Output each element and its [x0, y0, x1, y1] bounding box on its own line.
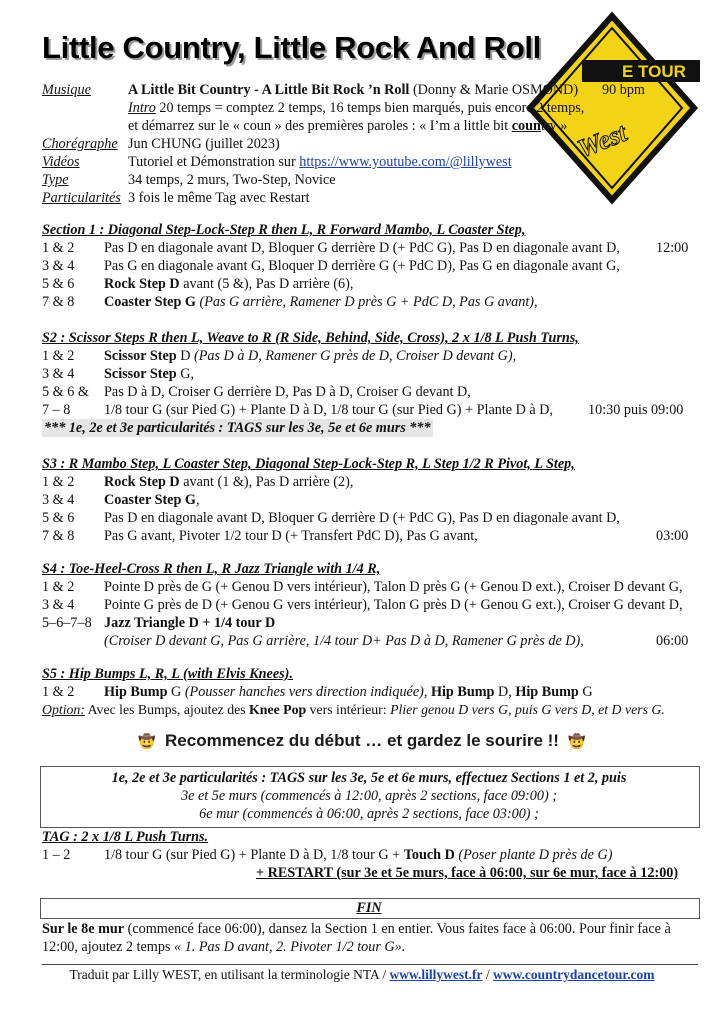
- fin-line-2: 12:00, ajoutez 2 temps « 1. Pas D avant, 2. Pivoter 1/2 tour G».: [42, 939, 406, 955]
- countrydancetour-link[interactable]: www.countrydancetour.com: [493, 967, 655, 982]
- s1-row-4-text: Coaster Step G (Pas G arrière, Ramener D près G + PdC D, Pas G avant),: [104, 294, 538, 310]
- s4-row-4-wall: 06:00: [656, 633, 689, 649]
- tag-row-1-text: 1/8 tour G (sur Pied G) + Plante D à D, 1/8 tour G + Touch D (Poser plante D près de G): [104, 847, 613, 863]
- musique-bpm: 90 bpm: [602, 82, 645, 98]
- intro-line-2: [128, 117, 567, 135]
- s4-row-3-count: 5–6–7–8: [42, 615, 92, 631]
- musique-title: A Little Bit Country - A Little Bit Rock ’n Roll: [128, 82, 410, 98]
- section-5-title: S5 : Hip Bumps L, R, L (with Elvis Knees).: [42, 666, 293, 682]
- tag-title: TAG : 2 x 1/8 L Push Turns.: [42, 829, 209, 845]
- intro-label: Intro: [128, 100, 156, 116]
- s4-row-2-count: 3 & 4: [42, 597, 75, 613]
- s5-row-1-text: Hip Bump G (Pousser hanches vers direction indiquée), Hip Bump D, Hip Bump G: [104, 684, 593, 700]
- lillywest-link[interactable]: www.lillywest.fr: [389, 967, 483, 982]
- s1-row-1-count: 1 & 2: [42, 240, 75, 256]
- fin-line-1: Sur le 8e mur (commencé face 06:00), dansez la Section 1 en entier. Vous faites face à 06:00. Pour finir face à: [42, 921, 671, 937]
- s3-row-2-text: Coaster Step G,: [104, 492, 200, 508]
- s1-row-3-count: 5 & 6: [42, 276, 75, 292]
- s1-row-3-text: Rock Step D avant (5 &), Pas D arrière (6),: [104, 276, 354, 292]
- intro-text-2a: et démarrez sur le « coun » des premières paroles : « I’m a little bit: [128, 118, 512, 134]
- musique-value: [128, 81, 578, 99]
- s5-option-line: Option: Avec les Bumps, ajoutez des Knee Pop vers intérieur: Plier genou D vers G, puis G vers D, et D vers G.: [42, 702, 665, 717]
- s4-row-4-text: (Croiser D devant G, Pas G arrière, 1/4 tour D+ Pas D à D, Ramener G près de D),: [104, 633, 584, 649]
- s2-row-4-wall: 10:30 puis 09:00: [588, 402, 684, 418]
- videos-label: Vidéos: [42, 154, 80, 170]
- cowboy-emoji-right: 🤠: [568, 733, 586, 749]
- s4-row-1-count: 1 & 2: [42, 579, 75, 595]
- s2-row-3-count: 5 & 6 &: [42, 384, 89, 400]
- footer: Traduit par Lilly WEST, en utilisant la terminologie NTA / www.lillywest.fr / www.countrydancetour.com: [69, 967, 655, 982]
- musique-line: [42, 81, 91, 99]
- s2-tag-note: *** 1e, 2e et 3e particularités : TAGS sur les 3e, 5e et 6e murs ***: [44, 420, 431, 436]
- section-1-title: Section 1 : Diagonal Step-Lock-Step R then L, R Forward Mambo, L Coaster Step,: [42, 222, 526, 238]
- section-4-title: S4 : Toe-Heel-Cross R then L, R Jazz Triangle with 1/4 R,: [42, 561, 381, 577]
- fin-label: FIN: [356, 900, 382, 916]
- choreo-label: Chorégraphe: [42, 136, 118, 152]
- logo-sub: West: [573, 117, 631, 164]
- musique-artist: (Donny & Marie OSMOND): [409, 82, 579, 98]
- tag-restart-line: + RESTART (sur 3e et 5e murs, face à 06:00, sur 6e mur, face à 12:00): [256, 865, 679, 881]
- restart-banner: [0, 731, 724, 751]
- intro-line: [128, 99, 584, 117]
- s2-row-4-text: 1/8 tour G (sur Pied G) + Plante D à D, 1/8 tour G (sur Pied G) + Plante D à D,: [104, 402, 554, 418]
- restart-text: Recommencez du début … et gardez le sourire !!: [165, 731, 559, 750]
- footer-divider: [42, 964, 698, 965]
- page-title: Little Country, Little Rock And Roll: [42, 30, 541, 65]
- intro-text: 20 temps = comptez 2 temps, 16 temps bien marqués, puis encore 2 temps,: [155, 100, 585, 116]
- particularites-value: 3 fois le même Tag avec Restart: [128, 190, 310, 206]
- logo-text: E TOUR: [622, 62, 686, 81]
- s2-row-2-count: 3 & 4: [42, 366, 75, 382]
- videos-value: Tutoriel et Démonstration sur: [128, 154, 300, 170]
- s3-row-1-count: 1 & 2: [42, 474, 75, 490]
- s1-row-4-count: 7 & 8: [42, 294, 75, 310]
- cowboy-emoji-left: 🤠: [138, 733, 156, 749]
- tagbox-line-1: 1e, 2e et 3e particularités : TAGS sur les 3e, 5e et 6e murs, effectuez Sections 1 et 2, puis: [111, 770, 627, 786]
- s1-row-1-text: Pas D en diagonale avant D, Bloquer G derrière D (+ PdC G), Pas D en diagonale avant D,: [104, 240, 620, 256]
- s3-row-4-count: 7 & 8: [42, 528, 75, 544]
- tag-row-1-count: 1 – 2: [42, 847, 71, 863]
- s3-row-4-wall: 03:00: [656, 528, 689, 544]
- s1-row-2-count: 3 & 4: [42, 258, 75, 274]
- tagbox-line-2: 3e et 5e murs (commencés à 12:00, après 2 sections, face 09:00) ;: [181, 788, 557, 804]
- s1-row-2-text: Pas G en diagonale avant G, Bloquer D derrière G (+ PdC D), Pas G en diagonale avant G,: [104, 258, 620, 274]
- s4-row-3-text: Jazz Triangle D + 1/4 tour D: [104, 615, 276, 631]
- s4-row-2-text: Pointe G près de D (+ Genou G vers intérieur), Talon G près D (+ Genou G ext.), Croiser G devant D,: [104, 597, 683, 613]
- footer-text: Traduit par Lilly WEST, en utilisant la terminologie NTA /: [69, 967, 390, 982]
- choreo-value: Jun CHUNG (juillet 2023): [128, 136, 280, 152]
- section-3-title: S3 : R Mambo Step, L Coaster Step, Diagonal Step-Lock-Step R, L Step 1/2 R Pivot, L Step,: [42, 456, 575, 472]
- intro-text-2b: coun: [511, 118, 541, 134]
- s3-row-3-text: Pas D en diagonale avant D, Bloquer G derrière D (+ PdC G), Pas D en diagonale avant D,: [104, 510, 620, 526]
- type-label: Type: [42, 172, 69, 188]
- s2-row-2-text: Scissor Step G,: [104, 366, 194, 382]
- s3-row-1-text: Rock Step D avant (1 &), Pas D arrière (2),: [104, 474, 354, 490]
- particularites-label: Particularités: [42, 190, 121, 206]
- videos-line: [128, 153, 512, 171]
- tagbox-line-3: 6e mur (commencés à 06:00, après 2 sections, face 03:00) ;: [199, 806, 539, 822]
- intro-text-2c: try »: [540, 118, 568, 134]
- s5-row-1-count: 1 & 2: [42, 684, 75, 700]
- s2-row-3-text: Pas D à D, Croiser G derrière D, Pas D à D, Croiser G devant D,: [104, 384, 471, 400]
- s4-row-1-text: Pointe D près de G (+ Genou D vers intérieur), Talon D près G (+ Genou D ext.), Croiser D devant G,: [104, 579, 683, 595]
- s1-row-1-wall: 12:00: [656, 240, 689, 256]
- s2-row-1-text: Scissor Step D (Pas D à D, Ramener G près de D, Croiser D devant G),: [104, 348, 517, 364]
- s3-row-3-count: 5 & 6: [42, 510, 75, 526]
- s3-row-2-count: 3 & 4: [42, 492, 75, 508]
- s2-row-1-count: 1 & 2: [42, 348, 75, 364]
- s2-row-4-count: 7 – 8: [42, 402, 71, 418]
- youtube-link[interactable]: https://www.youtube.com/@lillywest: [299, 154, 512, 170]
- section-2-title: S2 : Scissor Steps R then L, Weave to R (R Side, Behind, Side, Cross), 2 x 1/8 L Push Turns,: [42, 330, 579, 346]
- type-value: 34 temps, 2 murs, Two-Step, Novice: [128, 172, 336, 188]
- s3-row-4-text: Pas G avant, Pivoter 1/2 tour D (+ Transfert PdC D), Pas G avant,: [104, 528, 478, 544]
- musique-label: Musique: [42, 82, 91, 98]
